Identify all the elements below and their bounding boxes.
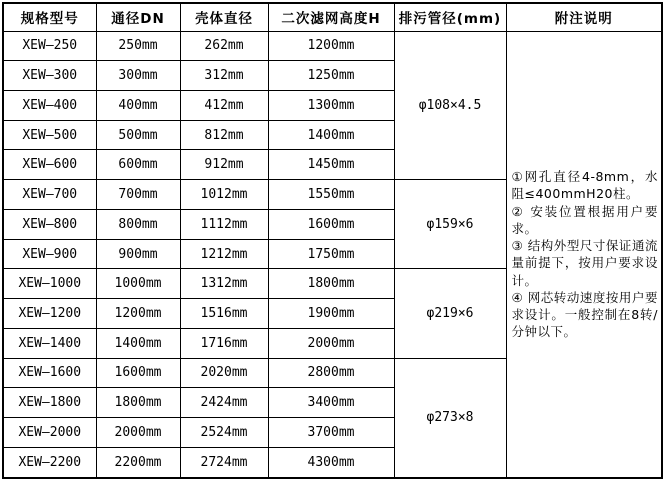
note-line: ④ 网芯转动速度按用户要求设计。一般控制在8转/分钟以下。 [511,289,658,340]
model-cell: XEW—2000 [3,418,96,448]
filter-height-cell: 1550mm [268,180,394,210]
dn-cell: 2200mm [96,447,180,478]
model-cell: XEW—400 [3,90,96,120]
dn-cell: 800mm [96,209,180,239]
header-row [3,3,662,31]
model-cell: XEW—2200 [3,447,96,478]
model-cell: XEW—900 [3,239,96,269]
dn-cell: 700mm [96,180,180,210]
filter-height-cell: 1600mm [268,209,394,239]
filter-height-cell: 1750mm [268,239,394,269]
filter-height-cell: 2800mm [268,358,394,388]
shell-diameter-cell: 1312mm [180,269,268,299]
dn-cell: 1600mm [96,358,180,388]
shell-diameter-cell: 2524mm [180,418,268,448]
shell-diameter-cell: 1012mm [180,180,268,210]
drain-pipe-cell: φ159×6 [394,180,506,269]
dn-cell: 1400mm [96,328,180,358]
filter-height-cell: 4300mm [268,447,394,478]
filter-height-cell: 1200mm [268,31,394,61]
header-filter-height: 二次滤网高度H [268,3,394,31]
model-cell: XEW—1400 [3,328,96,358]
dn-cell: 1800mm [96,388,180,418]
dn-cell: 600mm [96,150,180,180]
shell-diameter-cell: 262mm [180,31,268,61]
shell-diameter-cell: 912mm [180,150,268,180]
shell-diameter-cell: 2020mm [180,358,268,388]
model-cell: XEW—1200 [3,299,96,329]
shell-diameter-cell: 812mm [180,120,268,150]
model-cell: XEW—500 [3,120,96,150]
filter-height-cell: 3700mm [268,418,394,448]
model-cell: XEW—1000 [3,269,96,299]
note-line: ①网孔直径4-8mm，水阻≤400mmH20柱。 [511,169,658,202]
header-dn: 通径DN [96,3,180,31]
model-cell: XEW—600 [3,150,96,180]
model-cell: XEW—700 [3,180,96,210]
spec-table-body [3,31,662,478]
shell-diameter-cell: 1112mm [180,209,268,239]
spec-table [2,2,663,479]
filter-height-cell: 1800mm [268,269,394,299]
shell-diameter-cell: 412mm [180,90,268,120]
header-drain-pipe: 排污管径(mm) [394,3,506,31]
dn-cell: 300mm [96,61,180,91]
shell-diameter-cell: 1212mm [180,239,268,269]
drain-pipe-cell: φ273×8 [394,358,506,478]
model-cell: XEW—1800 [3,388,96,418]
shell-diameter-cell: 1516mm [180,299,268,329]
header-model: 规格型号 [3,3,96,31]
table-row [3,31,662,61]
dn-cell: 1200mm [96,299,180,329]
header-shell: 壳体直径 [180,3,268,31]
model-cell: XEW—250 [3,31,96,61]
header-notes: 附注说明 [506,3,662,31]
model-cell: XEW—300 [3,61,96,91]
shell-diameter-cell: 312mm [180,61,268,91]
notes-cell [506,31,662,478]
drain-pipe-cell: φ108×4.5 [394,31,506,180]
filter-height-cell: 1300mm [268,90,394,120]
filter-height-cell: 1250mm [268,61,394,91]
filter-height-cell: 3400mm [268,388,394,418]
shell-diameter-cell: 2724mm [180,447,268,478]
filter-height-cell: 2000mm [268,328,394,358]
dn-cell: 250mm [96,31,180,61]
dn-cell: 2000mm [96,418,180,448]
dn-cell: 500mm [96,120,180,150]
filter-height-cell: 1400mm [268,120,394,150]
shell-diameter-cell: 2424mm [180,388,268,418]
dn-cell: 900mm [96,239,180,269]
note-line: ② 安装位置根据用户要求。 [511,203,658,236]
filter-height-cell: 1450mm [268,150,394,180]
shell-diameter-cell: 1716mm [180,328,268,358]
filter-height-cell: 1900mm [268,299,394,329]
dn-cell: 400mm [96,90,180,120]
note-line: ③ 结构外型尺寸保证通流量前提下，按用户要求设计。 [511,238,658,288]
drain-pipe-cell: φ219×6 [394,269,506,358]
model-cell: XEW—800 [3,209,96,239]
model-cell: XEW—1600 [3,358,96,388]
dn-cell: 1000mm [96,269,180,299]
